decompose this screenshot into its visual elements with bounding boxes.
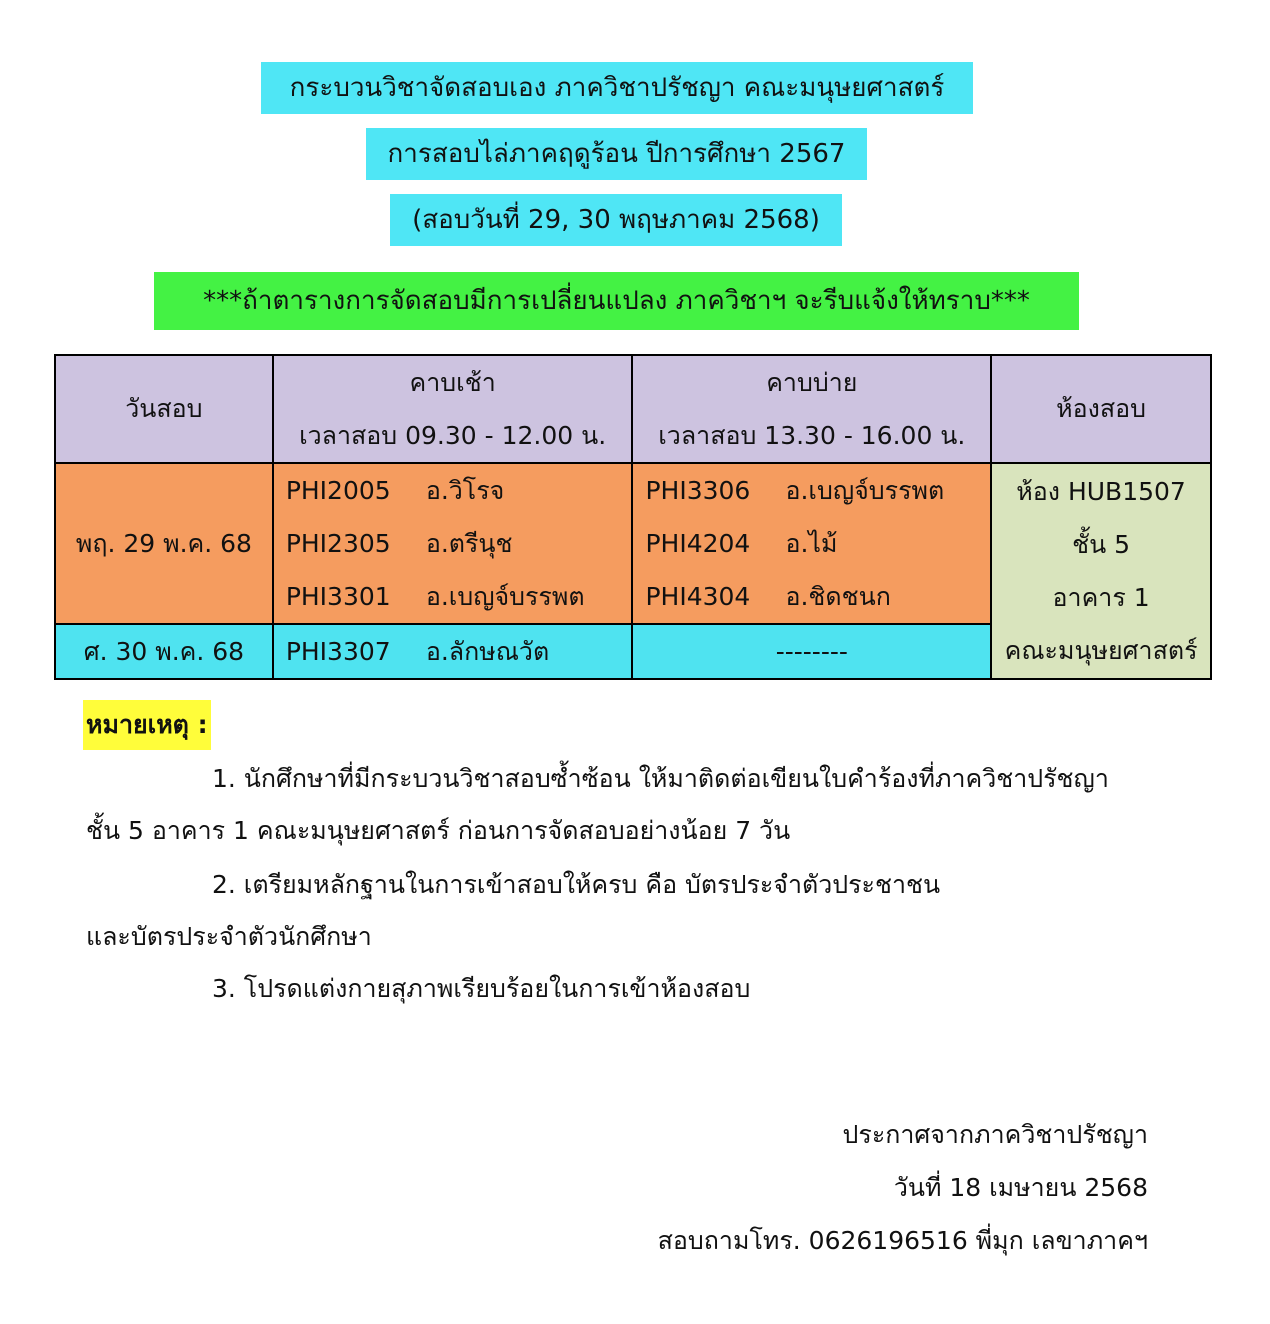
day2-afternoon: -------- — [632, 624, 991, 679]
title-line-1: กระบวนวิชาจัดสอบเอง ภาควิชาปรัชญา คณะมนุษยศาสตร์ — [261, 62, 973, 114]
course-entry — [274, 464, 632, 517]
course-code: PHI3307 — [285, 637, 391, 666]
course-entry — [274, 517, 632, 570]
morning-time: เวลาสอบ 09.30 - 12.00 น. — [299, 421, 607, 450]
note-2-line-1: 2. เตรียมหลักฐานในการเข้าสอบให้ครบ คือ บัตรประจำตัวประชาชน — [212, 870, 941, 899]
change-notice: ***ถ้าตารางการจัดสอบมีการเปลี่ยนแปลง ภาควิชาฯ จะรีบแจ้งให้ทราบ*** — [154, 272, 1079, 330]
table-row-day1 — [55, 463, 1211, 624]
notes-title: หมายเหตุ : — [83, 700, 211, 750]
course-code: PHI2005 — [285, 476, 391, 505]
day1-morning — [273, 463, 633, 624]
footer-department: ประกาศจากภาควิชาปรัชญา — [842, 1120, 1148, 1149]
course-entry — [274, 570, 632, 623]
teacher-name: อ.ตรีนุช — [425, 529, 513, 558]
course-code: PHI3301 — [285, 582, 391, 611]
header-afternoon — [632, 355, 991, 463]
room-line: อาคาร 1 — [1052, 583, 1150, 612]
header-morning — [273, 355, 633, 463]
course-entry — [274, 625, 632, 678]
table-header-row — [55, 355, 1211, 463]
title-line-2: การสอบไล่ภาคฤดูร้อน ปีการศึกษา 2567 — [366, 128, 867, 180]
teacher-name: อ.ไม้ — [785, 529, 838, 558]
afternoon-title: คาบบ่าย — [766, 368, 858, 397]
teacher-name: อ.เบญจ์บรรพต — [785, 476, 945, 505]
header-date: วันสอบ — [55, 355, 273, 463]
teacher-name: อ.เบญจ์บรรพต — [425, 582, 585, 611]
header-room: ห้องสอบ — [991, 355, 1211, 463]
exam-room-cell — [991, 463, 1211, 679]
teacher-name: อ.ลักษณวัต — [425, 637, 550, 666]
course-code: PHI4204 — [645, 529, 751, 558]
course-code: PHI4304 — [645, 582, 751, 611]
exam-schedule-table — [54, 354, 1212, 680]
note-2-line-2: และบัตรประจำตัวนักศึกษา — [86, 922, 372, 951]
day2-date: ศ. 30 พ.ค. 68 — [55, 624, 273, 679]
course-code: PHI3306 — [645, 476, 751, 505]
footer-date: วันที่ 18 เมษายน 2568 — [893, 1173, 1148, 1202]
day2-morning — [273, 624, 633, 679]
day1-afternoon — [632, 463, 991, 624]
day1-date: พฤ. 29 พ.ค. 68 — [55, 463, 273, 624]
title-line-3: (สอบวันที่ 29, 30 พฤษภาคม 2568) — [390, 194, 842, 246]
note-1-line-1: 1. นักศึกษาที่มีกระบวนวิชาสอบซ้ำซ้อน ให้มาติดต่อเขียนใบคำร้องที่ภาควิชาปรัชญา — [212, 764, 1109, 793]
note-1-line-2: ชั้น 5 อาคาร 1 คณะมนุษยศาสตร์ ก่อนการจัดสอบอย่างน้อย 7 วัน — [86, 816, 791, 845]
footer-contact: สอบถามโทร. 0626196516 พี่มุก เลขาภาคฯ — [657, 1226, 1148, 1255]
teacher-name: อ.วิโรจ — [425, 476, 505, 505]
course-entry — [633, 464, 990, 517]
room-line: คณะมนุษยศาสตร์ — [1004, 636, 1198, 665]
note-3: 3. โปรดแต่งกายสุภาพเรียบร้อยในการเข้าห้องสอบ — [212, 974, 751, 1003]
course-entry — [633, 570, 990, 623]
room-line: ห้อง HUB1507 — [1016, 477, 1186, 506]
room-line: ชั้น 5 — [1072, 530, 1131, 559]
course-code: PHI2305 — [285, 529, 391, 558]
teacher-name: อ.ชิดชนก — [785, 582, 891, 611]
morning-title: คาบเช้า — [409, 368, 496, 397]
course-entry — [633, 517, 990, 570]
afternoon-time: เวลาสอบ 13.30 - 16.00 น. — [658, 421, 966, 450]
